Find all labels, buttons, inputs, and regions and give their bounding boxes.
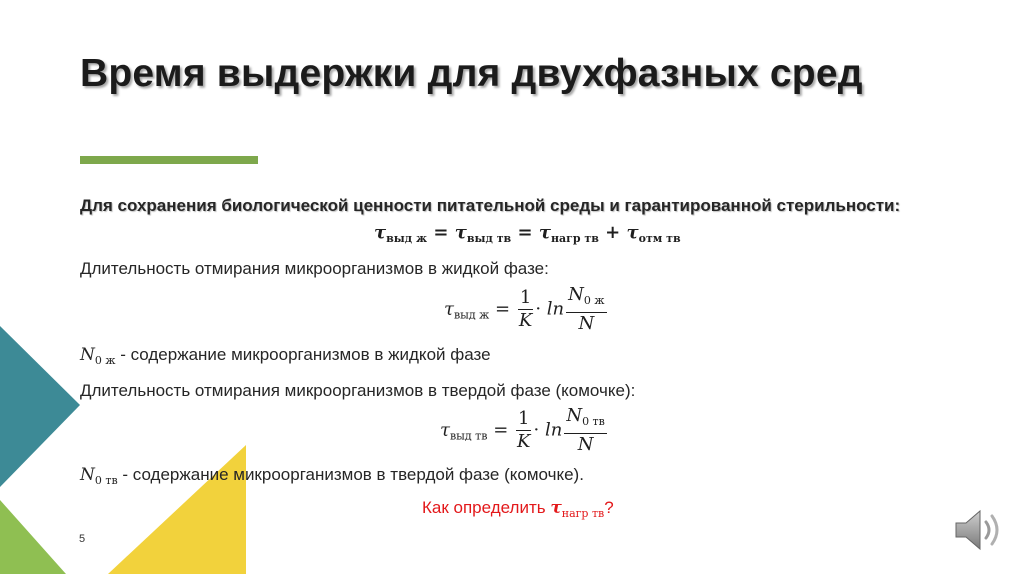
subscript: выд ж — [386, 232, 428, 245]
teal-triangle — [0, 326, 80, 487]
question-prefix: Как определить — [422, 498, 551, 517]
equals-sign: = — [495, 298, 511, 320]
equals-sign: = — [517, 222, 533, 243]
subscript: выд ж — [453, 308, 490, 322]
liquid-phase-label: Длительность отмирания микроорганизмов в жидкой фазе: — [80, 259, 549, 278]
ln-function: ln — [546, 298, 565, 320]
subscript: отм тв — [638, 232, 681, 245]
equation-total-time — [374, 222, 681, 245]
n-symbol: N — [568, 284, 584, 305]
description-text: - содержание микроорганизмов в жидкой фазе — [115, 345, 491, 364]
speaker-icon[interactable] — [952, 506, 1010, 554]
green-triangle — [0, 500, 66, 574]
n-symbol: N — [566, 405, 583, 426]
fraction-one-over-k — [518, 287, 533, 332]
equals-sign: = — [493, 419, 509, 441]
dot-operator: · — [535, 298, 542, 320]
subscript: нагр тв — [561, 507, 605, 520]
tau-symbol: τ — [444, 298, 454, 320]
numerator: 1 — [519, 287, 532, 308]
fraction-n0-over-n — [566, 284, 606, 335]
question-suffix: ? — [604, 498, 614, 517]
subscript: нагр тв — [550, 232, 599, 245]
ln-function: ln — [544, 419, 563, 441]
numerator: 1 — [518, 408, 530, 429]
denominator: K — [517, 431, 531, 452]
subscript: 0 ж — [94, 354, 116, 367]
subscript: 0 ж — [583, 294, 605, 307]
tau-symbol: τ — [538, 222, 551, 243]
subscript: выд тв — [449, 429, 488, 443]
tau-symbol: τ — [550, 498, 562, 518]
question-text — [422, 498, 614, 520]
denominator: N — [577, 434, 594, 455]
numerator — [566, 284, 606, 313]
title-underline — [80, 156, 258, 164]
fraction-n0-over-n — [564, 405, 607, 456]
numerator — [564, 405, 607, 434]
slide-title: Время выдержки для двухфазных сред — [80, 52, 863, 95]
denominator: K — [518, 310, 533, 331]
page-number: 5 — [79, 533, 86, 545]
plus-sign: + — [605, 222, 621, 243]
tau-symbol: τ — [454, 222, 467, 243]
subscript: выд тв — [466, 232, 512, 245]
equation-solid-phase — [440, 405, 609, 456]
description-text: - содержание микроорганизмов в твердой фазе (комочке). — [117, 465, 584, 484]
dot-operator: · — [533, 419, 540, 441]
tau-symbol: τ — [440, 419, 450, 441]
denominator: N — [578, 313, 595, 334]
intro-text: Для сохранения биологической ценности питательной среды и гарантированной стерильности: — [80, 196, 901, 215]
n-symbol: N — [80, 465, 95, 485]
tau-symbol: τ — [374, 222, 387, 243]
fraction-one-over-k — [516, 408, 531, 453]
subscript: 0 тв — [582, 415, 605, 428]
solid-phase-label: Длительность отмирания микроорганизмов в твердой фазе (комочке): — [80, 381, 636, 400]
n0-solid-description — [80, 465, 584, 487]
tau-symbol: τ — [626, 222, 639, 243]
subscript: 0 тв — [94, 474, 118, 487]
equals-sign: = — [433, 222, 449, 243]
n0-liquid-description — [80, 345, 491, 367]
n-symbol: N — [80, 345, 95, 365]
equation-liquid-phase — [444, 284, 609, 335]
